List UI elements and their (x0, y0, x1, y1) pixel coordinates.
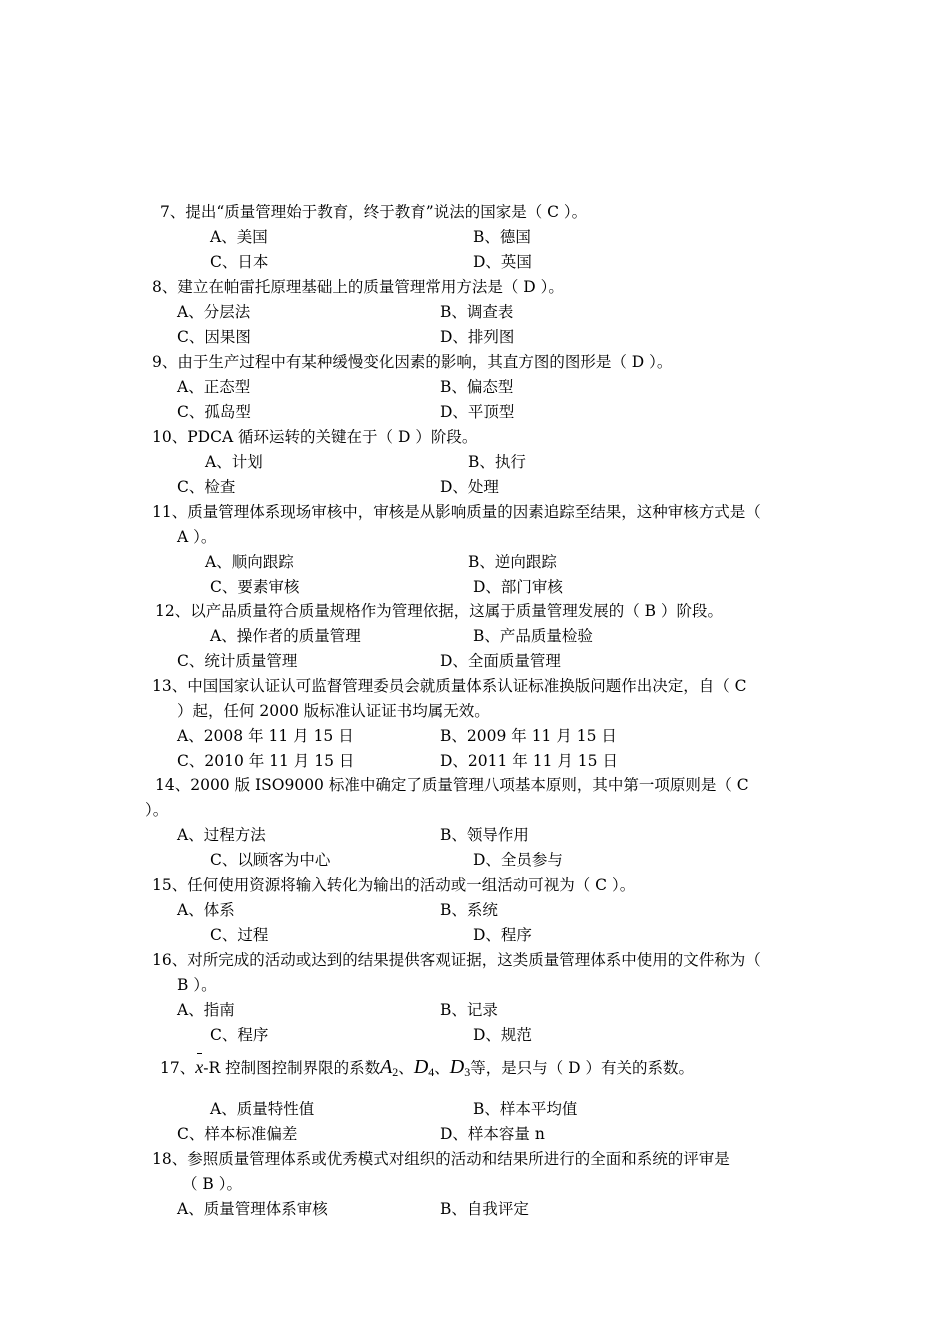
question-7-option-b: B、德国 (473, 228, 531, 246)
question-17-stem-b: 等，是只与（ D ）有关的系数。 (470, 1059, 695, 1077)
question-16-option-d: D、规范 (473, 1026, 532, 1044)
question-13-option-a: A、2008 年 11 月 15 日 (177, 727, 354, 745)
question-9-option-b: B、偏态型 (440, 378, 514, 396)
question-8-option-a: A、分层法 (177, 303, 251, 321)
question-16-option-c: C、程序 (210, 1026, 269, 1044)
question-8-option-b: B、调查表 (440, 303, 514, 321)
question-17-option-b: B、样本平均值 (473, 1100, 578, 1118)
question-16-option-a: A、指南 (177, 1001, 235, 1019)
question-12-option-d: D、全面质量管理 (440, 652, 561, 670)
question-18-option-a: A、质量管理体系审核 (177, 1200, 328, 1218)
question-13-option-d: D、2011 年 11 月 15 日 (440, 752, 618, 770)
question-14-option-d: D、全员参与 (473, 851, 563, 869)
question-11-option-d: D、部门审核 (473, 578, 563, 596)
question-18-stem-continued: （ B ）。 (182, 1175, 242, 1193)
question-12-option-c: C、统计质量管理 (177, 652, 298, 670)
coefficient-d4: $D_4$ (413, 1056, 435, 1079)
coefficient-d3: $D_3$ (449, 1056, 471, 1079)
question-15-option-c: C、过程 (210, 926, 269, 944)
question-18-stem: 18、参照质量管理体系或优秀模式对组织的活动和结果所进行的全面和系统的评审是 (152, 1150, 730, 1168)
question-17-number: 17、 (160, 1059, 196, 1077)
question-13-stem-continued: ）起，任何 2000 版标准认证证书均属无效。 (177, 702, 490, 720)
question-17-stem-a: -R 控制图控制界限的系数 (203, 1059, 381, 1077)
question-10-option-a: A、计划 (205, 453, 263, 471)
question-14-stem: 14、2000 版 ISO9000 标准中确定了质量管理八项基本原则，其中第一项原则是（ C (155, 776, 749, 794)
question-15-option-d: D、程序 (473, 926, 532, 944)
question-9-option-c: C、孤岛型 (177, 403, 251, 421)
question-10-option-b: B、执行 (468, 453, 526, 471)
question-14-option-c: C、以顾客为中心 (210, 851, 331, 869)
question-17-option-c: C、样本标准偏差 (177, 1125, 298, 1143)
x-bar-symbol: x (195, 1050, 203, 1084)
question-9-option-d: D、平顶型 (440, 403, 515, 421)
question-14-option-b: B、领导作用 (440, 826, 529, 844)
question-11-option-b: B、逆向跟踪 (468, 553, 557, 571)
question-11-stem: 11、质量管理体系现场审核中，审核是从影响质量的因素追踪至结果，这种审核方式是（ (152, 503, 761, 521)
question-12-option-b: B、产品质量检验 (473, 627, 593, 645)
question-7-option-c: C、日本 (210, 253, 269, 271)
question-14-option-a: A、过程方法 (177, 826, 266, 844)
question-8-stem: 8、建立在帕雷托原理基础上的质量管理常用方法是（ D ）。 (152, 278, 564, 296)
question-15-stem: 15、任何使用资源将输入转化为输出的活动或一组活动可视为（ C ）。 (152, 876, 636, 894)
question-17-stem: 17、x-R 控制图控制界限的系数$A_2$、$D_4$、$D_3$等，是只与（ D ）有关的系数。 (160, 1050, 694, 1089)
question-10-stem: 10、PDCA 循环运转的关键在于（ D ）阶段。 (152, 428, 478, 446)
question-11-stem-continued: A ）。 (177, 528, 217, 546)
question-10-option-d: D、处理 (440, 478, 499, 496)
question-8-option-d: D、排列图 (440, 328, 515, 346)
question-16-stem: 16、对所完成的活动或达到的结果提供客观证据，这类质量管理体系中使用的文件称为（ (152, 951, 761, 969)
question-7-stem: 7、提出“质量管理始于教育，终于教育”说法的国家是（ C ）。 (160, 203, 588, 221)
question-7-option-d: D、英国 (473, 253, 532, 271)
question-14-stem-continued: ）。 (145, 801, 169, 819)
question-13-stem: 13、中国国家认证认可监督管理委员会就质量体系认证标准换版问题作出决定，自（ C (152, 677, 747, 695)
question-13-option-b: B、2009 年 11 月 15 日 (440, 727, 617, 745)
question-16-stem-continued: B ）。 (177, 976, 217, 994)
question-15-option-b: B、系统 (440, 901, 498, 919)
question-12-stem: 12、以产品质量符合质量规格作为管理依据，这属于质量管理发展的（ B ）阶段。 (155, 602, 723, 620)
coefficient-a2: $A_2$ (380, 1056, 399, 1079)
question-17-option-a: A、质量特性值 (210, 1100, 315, 1118)
question-9-stem: 9、由于生产过程中有某种缓慢变化因素的影响，其直方图的图形是（ D ）。 (152, 353, 673, 371)
question-12-option-a: A、操作者的质量管理 (210, 627, 361, 645)
question-7-option-a: A、美国 (210, 228, 268, 246)
question-11-option-a: A、顺向跟踪 (205, 553, 294, 571)
question-9-option-a: A、正态型 (177, 378, 251, 396)
question-13-option-c: C、2010 年 11 月 15 日 (177, 752, 355, 770)
question-17-option-d: D、样本容量 n (440, 1125, 545, 1143)
question-8-option-c: C、因果图 (177, 328, 251, 346)
question-10-option-c: C、检查 (177, 478, 236, 496)
question-16-option-b: B、记录 (440, 1001, 498, 1019)
question-18-option-b: B、自我评定 (440, 1200, 529, 1218)
question-11-option-c: C、要素审核 (210, 578, 300, 596)
question-15-option-a: A、体系 (177, 901, 235, 919)
